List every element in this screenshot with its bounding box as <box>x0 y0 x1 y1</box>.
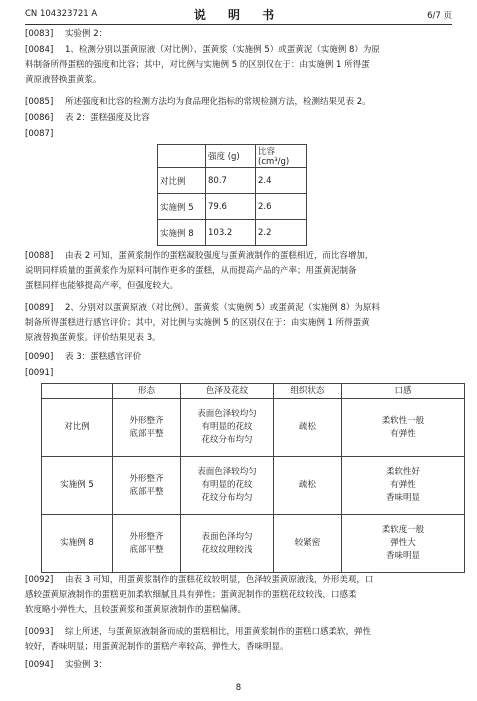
table-cell: 2.2 <box>256 220 307 246</box>
table-header-cell <box>42 384 113 399</box>
page-number: 8 <box>235 683 242 693</box>
paragraph-line: 软度略小弹性大，且较蛋黄浆和蛋黄原液制作的蛋糕偏薄。 <box>25 605 247 615</box>
color-cell <box>181 515 274 573</box>
paragraph-0083 <box>25 27 455 42</box>
paragraph-tag: [0085] <box>25 97 54 107</box>
paragraph-line: 蛋糕同样也能够提高产率，但强度较大。 <box>25 281 179 291</box>
cell-line: 表面色泽较均匀 <box>197 467 257 477</box>
table-caption: 表 3：蛋糕感官评价 <box>65 352 142 362</box>
texture-cell <box>274 399 342 457</box>
table-caption: 表 2：蛋糕强度及比容 <box>65 113 150 123</box>
table-cell: 实施例 5 <box>158 194 206 220</box>
cell-line: 外形整齐 <box>129 473 164 484</box>
paragraph-line: 所述强度和比容的检测方法均为食品理化指标的常规检测方法，检测结果见表 2。 <box>65 97 371 107</box>
paragraph-line: 说明同样质量的蛋黄浆作为原料可制作更多的蛋糕，从而提高产品的产率；用蛋黄泥制备 <box>25 266 357 276</box>
paragraph-tag: [0089] <box>25 303 54 313</box>
table-header-row <box>158 145 307 168</box>
taste-cell <box>342 399 465 457</box>
table-row <box>42 457 465 515</box>
table-header-cell: 强度 (g) <box>206 145 256 168</box>
cell-line: 有明显的花纹 <box>201 480 253 490</box>
cell-line: 花纹纹理较浅 <box>201 544 253 555</box>
taste-cell <box>342 457 465 515</box>
paragraph-line: 实验例 3： <box>65 660 108 670</box>
table-header-cell: 组织状态 <box>274 384 342 399</box>
cell-line: 较紧密 <box>294 538 321 548</box>
cell-line: 外形整齐 <box>129 531 164 542</box>
color-cell <box>181 399 274 457</box>
cell-line: 花纹分布均匀 <box>201 435 253 445</box>
paragraph-tag: [0084] <box>25 45 54 55</box>
table-cell: 实施例 8 <box>158 220 206 246</box>
cell-line: 柔软度一般 <box>381 525 425 535</box>
paragraph-0092 <box>25 573 455 618</box>
table-header-cell: 比容 (cm³/g) <box>256 145 307 168</box>
paragraph-tag: [0093] <box>25 627 54 637</box>
form-cell <box>113 515 181 573</box>
paragraph-line: 由表 2 可知，蛋黄浆制作的蛋糕凝胶强度与蛋黄液制作的蛋糕相近，而比容增加， <box>65 251 374 261</box>
table-cell: 103.2 <box>206 220 256 246</box>
table-header-cell: 口感 <box>342 384 465 399</box>
paragraph-line: 料制备所得蛋糕的强度和比容；其中，对比例与实施例 5 的区别仅在于：由实施例 1 所得蛋 <box>25 60 370 70</box>
table-2 <box>157 144 307 246</box>
table-cell: 2.4 <box>256 168 307 194</box>
cell-line: 香味明显 <box>385 551 420 561</box>
paragraph-line: 黄原液替换蛋黄浆。 <box>25 75 102 85</box>
paragraph-0091 <box>25 366 455 381</box>
row-label: 对比例 <box>42 399 113 457</box>
paragraph-tag: [0088] <box>25 251 54 261</box>
paragraph-tag: [0092] <box>25 575 54 585</box>
row-label: 实施例 8 <box>42 515 113 573</box>
paragraph-0086 <box>25 111 455 126</box>
header-rule <box>25 24 452 25</box>
paragraph-line: 1、检测分别以蛋黄原液（对比例）、蛋黄浆（实施例 5）或蛋黄泥（实施例 8）为原 <box>65 45 380 55</box>
texture-cell <box>274 457 342 515</box>
cell-line: 疏松 <box>298 480 316 490</box>
cell-line: 底部平整 <box>129 486 164 497</box>
paragraph-line: 实验例 2： <box>65 29 108 39</box>
form-cell <box>113 457 181 515</box>
paragraph-0090 <box>25 350 455 365</box>
paragraph-line: 较好，香味明显；用蛋黄泥制作的蛋糕产率较高，弹性大，香味明显。 <box>25 642 289 652</box>
row-label: 实施例 5 <box>42 457 113 515</box>
cell-line: 柔软性一般 <box>381 415 425 426</box>
texture-cell <box>274 515 342 573</box>
doc-title: 说 明 书 <box>193 8 284 22</box>
paragraph-0089 <box>25 301 455 346</box>
page-indicator: 6/7 页 <box>427 11 452 21</box>
page-header <box>25 6 452 24</box>
table-header-cell: 形态 <box>113 384 181 399</box>
table-row <box>158 220 307 246</box>
cell-line: 外形整齐 <box>129 415 164 426</box>
paragraph-line: 由表 3 可知，用蛋黄浆制作的蛋糕花纹较明显，色泽较蛋黄原液浅，外形美观，口 <box>65 575 374 585</box>
cell-line: 有弹性 <box>390 428 416 439</box>
form-cell <box>113 399 181 457</box>
paragraph-tag: [0091] <box>25 368 54 378</box>
paragraph-0085 <box>25 95 455 110</box>
cell-line: 有明显的花纹 <box>201 422 253 432</box>
doc-number: CN 104323721 A <box>25 9 98 19</box>
paragraph-0084 <box>25 43 455 88</box>
paragraph-0088 <box>25 249 455 294</box>
paragraph-0087 <box>25 127 455 142</box>
paragraph-0093 <box>25 625 455 655</box>
taste-cell <box>342 515 465 573</box>
table-header-cell: 色泽及花纹 <box>181 384 274 399</box>
table-row <box>42 399 465 457</box>
paragraph-tag: [0087] <box>25 129 54 139</box>
paragraph-line: 感较蛋黄原液制作的蛋糕更加柔软细腻且具有弹性；蛋黄泥制作的蛋糕花纹较浅，口感柔 <box>25 590 357 600</box>
cell-line: 表面色泽均匀 <box>201 531 253 542</box>
paragraph-tag: [0090] <box>25 352 54 362</box>
cell-line: 柔软性好 <box>385 467 420 477</box>
table-cell: 79.6 <box>206 194 256 220</box>
color-cell <box>181 457 274 515</box>
cell-line: 花纹分布均匀 <box>201 493 253 503</box>
paragraph-line: 原液替换蛋黄浆。评价结果见表 3。 <box>25 333 161 343</box>
cell-line: 有弹性 <box>390 480 416 490</box>
paragraph-line: 制备所得蛋糕进行感官评价；其中，对比例与实施例 5 的区别仅在于：由实施例 1 所得蛋黄 <box>25 318 370 328</box>
paragraph-0094 <box>25 658 455 673</box>
cell-line: 底部平整 <box>129 428 164 439</box>
table-row <box>158 194 307 220</box>
table-header-cell <box>158 145 206 168</box>
table-cell: 对比例 <box>158 168 206 194</box>
cell-line: 底部平整 <box>129 544 164 555</box>
cell-line: 香味明显 <box>385 493 420 503</box>
table-cell: 80.7 <box>206 168 256 194</box>
cell-line: 疏松 <box>298 422 316 432</box>
table-header-row <box>42 384 465 399</box>
table-cell: 2.6 <box>256 194 307 220</box>
paragraph-line: 2、分别对以蛋黄原液（对比例）、蛋黄浆（实施例 5）或蛋黄泥（实施例 8）为原料 <box>65 303 380 313</box>
table-row <box>42 515 465 573</box>
table-3 <box>41 383 465 573</box>
paragraph-tag: [0094] <box>25 660 54 670</box>
paragraph-tag: [0086] <box>25 113 54 123</box>
paragraph-line: 综上所述，与蛋黄原液制备而成的蛋糕相比，用蛋黄浆制作的蛋糕口感柔软，弹性 <box>65 627 372 637</box>
cell-line: 弹性大 <box>390 538 416 548</box>
table-row <box>158 168 307 194</box>
cell-line: 表面色泽较均匀 <box>197 409 257 419</box>
paragraph-tag: [0083] <box>25 29 54 39</box>
